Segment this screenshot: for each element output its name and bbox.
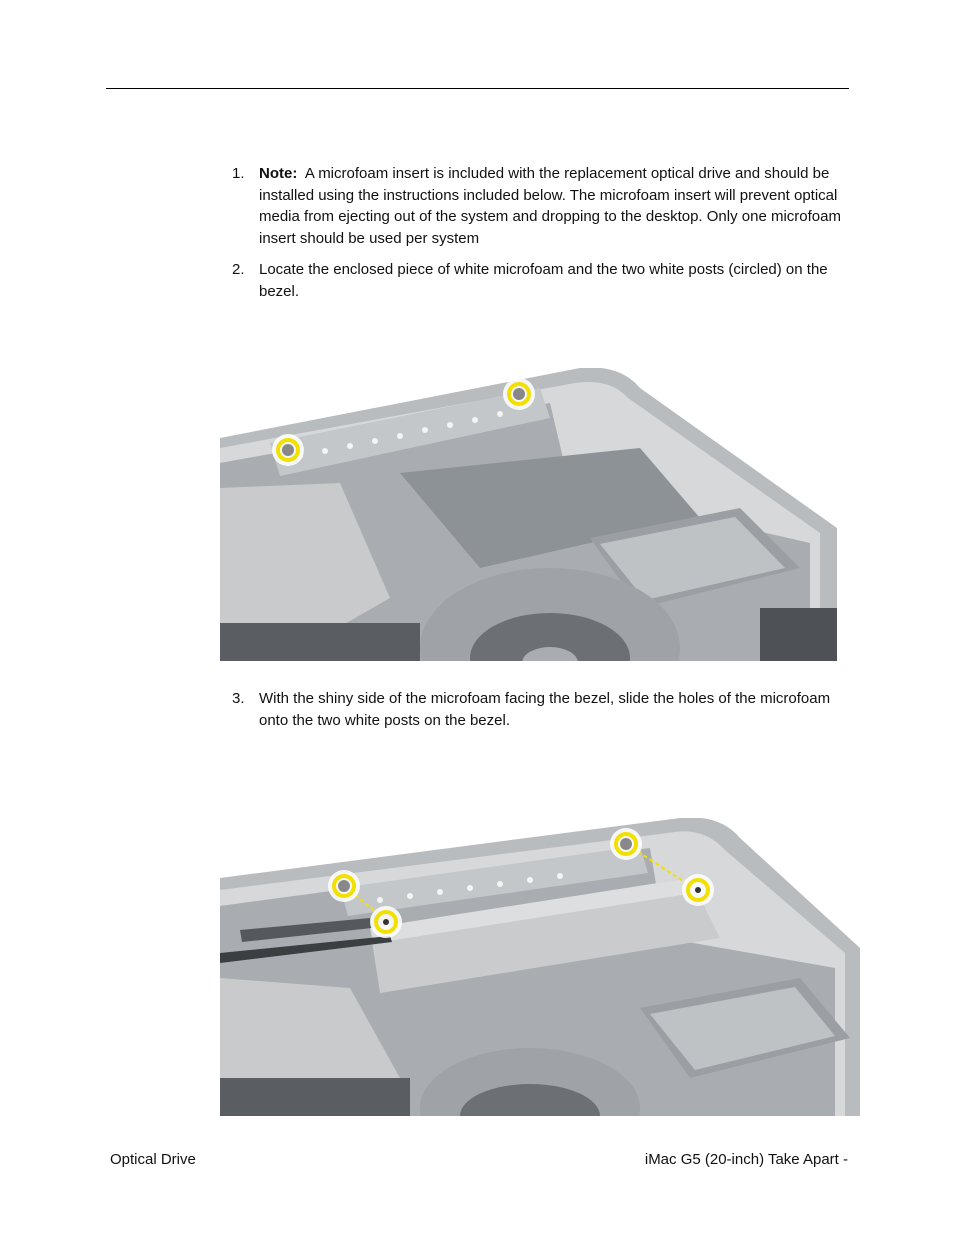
step-number: 2. — [232, 261, 245, 278]
footer-manual-title: iMac G5 (20-inch) Take Apart - — [644, 1151, 848, 1168]
step-text: With the shiny side of the microfoam facing the bezel, slide the holes of the microfoam onto the two white posts on the bezel. — [259, 690, 831, 729]
header-rule — [106, 88, 849, 89]
bezel-photo-posts — [220, 368, 837, 661]
step-3 — [232, 688, 852, 731]
microfoam-install-photo — [220, 818, 860, 1116]
step-number: 1. — [232, 165, 245, 182]
step-number: 3. — [232, 690, 245, 707]
step-text: A microfoam insert is included with the replacement optical drive and should be installed using the instructions included below. The microfoam insert will prevent optical media from ejecting out of the system and dropping to the desktop. Only one microfoam insert should be used per system — [259, 165, 841, 247]
step-2 — [232, 259, 852, 302]
step-text: Locate the enclosed piece of white microfoam and the two white posts (circled) on the bezel. — [259, 261, 828, 300]
step-1 — [232, 163, 852, 249]
footer-section-title: Optical Drive — [110, 1151, 196, 1168]
note-label: Note: — [259, 165, 298, 182]
